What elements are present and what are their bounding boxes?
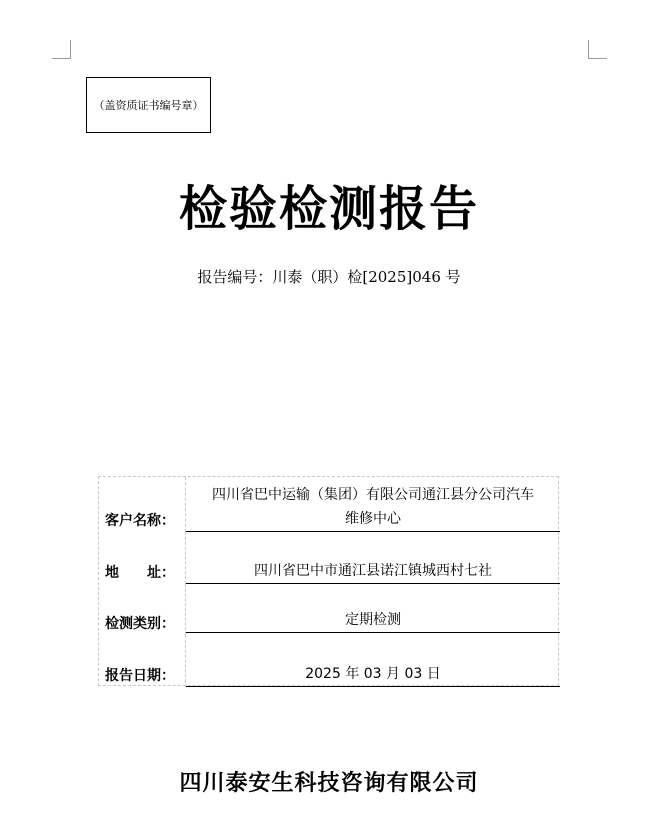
date-label: 报告日期：: [105, 668, 175, 684]
margin-mark-top-right: [588, 40, 607, 59]
date-row: [99, 635, 560, 687]
category-label: 检测类别：: [105, 616, 175, 632]
company-name: 四川泰安生科技咨询有限公司: [179, 770, 479, 796]
report-info-table: [98, 476, 559, 686]
qualification-stamp-box: [86, 77, 211, 133]
client-value: [186, 483, 560, 532]
margin-mark-top-left: [52, 40, 71, 59]
report-title: 检验检测报告: [178, 181, 479, 237]
address-row: [99, 532, 560, 584]
client-value-line1: 四川省巴中运输（集团）有限公司通江县分公司汽车: [212, 487, 534, 503]
address-value: 四川省巴中市通江县诺江镇城西村七社: [186, 559, 560, 584]
date-value: 2025 年 03 月 03 日: [186, 662, 560, 687]
category-row: [99, 584, 560, 635]
client-row: [99, 477, 560, 532]
client-value-line2: 维修中心: [345, 511, 401, 527]
client-label: 客户名称：: [105, 513, 175, 529]
address-label: 地 址：: [105, 565, 175, 581]
stamp-note: （盖资质证书编号章）: [93, 99, 204, 112]
category-value: 定期检测: [186, 608, 560, 633]
report-number: 报告编号：川泰（职）检[2025]046 号: [197, 268, 461, 286]
